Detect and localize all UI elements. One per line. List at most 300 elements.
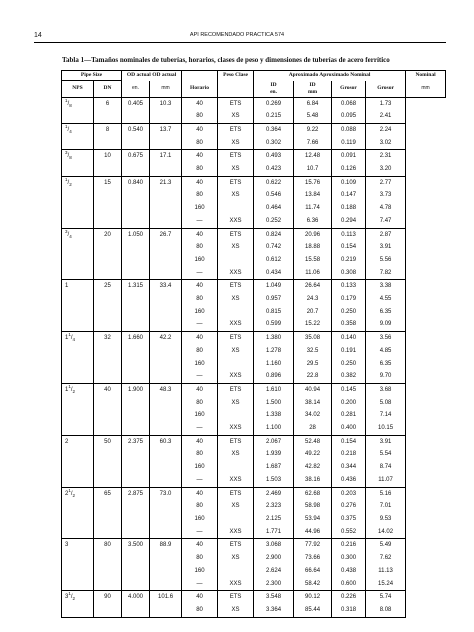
wall-in-header: Grosor	[332, 81, 366, 98]
schedule-cell: 40	[182, 97, 218, 110]
id-mm-cell: 49.22	[294, 448, 332, 461]
od-in-cell: 4.000	[122, 591, 150, 604]
nps-cell	[62, 345, 94, 358]
od-in-cell	[122, 215, 150, 228]
id-in-cell: 2.469	[254, 487, 294, 500]
id-in-cell: 2.300	[254, 578, 294, 591]
table-row	[62, 189, 446, 202]
id-in-cell: 0.815	[254, 306, 294, 319]
nps-cell	[62, 189, 94, 202]
od-in-cell	[122, 318, 150, 331]
weight-class-cell	[218, 254, 254, 267]
od-mm-cell: 21.3	[150, 176, 182, 189]
dn-cell: 80	[94, 539, 122, 552]
schedule-cell: 40	[182, 435, 218, 448]
id-in-cell: 2.125	[254, 513, 294, 526]
id-mm-cell: 58.42	[294, 578, 332, 591]
dn-cell	[94, 474, 122, 487]
table-row	[62, 383, 446, 396]
wall-mm-cell: 7.47	[366, 215, 406, 228]
wall-in-cell: 0.344	[332, 461, 366, 474]
schedule-cell: —	[182, 474, 218, 487]
wall-mm-cell: 3.91	[366, 435, 406, 448]
schedule-cell: 40	[182, 487, 218, 500]
nps-cell	[62, 552, 94, 565]
od-header: OD actual OD actual	[122, 71, 182, 81]
od-mm-cell	[150, 189, 182, 202]
dn-cell	[94, 513, 122, 526]
wall-in-cell: 0.436	[332, 474, 366, 487]
table-row	[62, 397, 446, 410]
id-in-cell: 0.364	[254, 123, 294, 136]
wall-in-cell: 0.191	[332, 345, 366, 358]
wall-mm-cell: 7.01	[366, 500, 406, 513]
id-mm-cell: 34.02	[294, 409, 332, 422]
table-row	[62, 215, 446, 228]
id-in-cell: 1.939	[254, 448, 294, 461]
weight-class-cell: ETS	[218, 383, 254, 396]
id-in-header: ID en.	[254, 81, 294, 98]
id-mm-cell: 38.16	[294, 474, 332, 487]
dn-cell	[94, 565, 122, 578]
nps-cell	[62, 565, 94, 578]
id-in-cell: 0.612	[254, 254, 294, 267]
od-mm-cell	[150, 163, 182, 176]
od-in-cell: 1.900	[122, 383, 150, 396]
od-mm-cell: 73.0	[150, 487, 182, 500]
od-in-cell	[122, 448, 150, 461]
od-in-cell: 2.875	[122, 487, 150, 500]
schedule-cell: —	[182, 422, 218, 435]
dn-cell	[94, 526, 122, 539]
schedule-cell: 80	[182, 137, 218, 150]
id-mm-cell: 9.22	[294, 123, 332, 136]
wall-mm-header-label: Grosor	[366, 81, 406, 98]
wall-in-cell: 0.133	[332, 280, 366, 293]
weight-class-cell: ETS	[218, 539, 254, 552]
od-mm-cell: 101.6	[150, 591, 182, 604]
wall-mm-cell: 4.85	[366, 345, 406, 358]
od-in-cell	[122, 604, 150, 617]
wall-mm-cell: 8.74	[366, 461, 406, 474]
wall-mm-cell: 7.62	[366, 552, 406, 565]
table-row	[62, 604, 446, 617]
id-mm-cell: 15.76	[294, 176, 332, 189]
schedule-cell: 40	[182, 332, 218, 345]
nps-cell	[62, 448, 94, 461]
id-mm-cell: 18.88	[294, 241, 332, 254]
od-mm-cell	[150, 461, 182, 474]
table-row	[62, 409, 446, 422]
od-mm-cell	[150, 137, 182, 150]
horario-label: Horario	[182, 81, 218, 98]
horario-header	[182, 71, 218, 81]
peso-clase-header: Peso Clase	[218, 71, 254, 81]
dn-header: DN	[94, 81, 122, 98]
nps-cell	[62, 370, 94, 383]
wall-in-cell: 0.358	[332, 318, 366, 331]
wall-in-cell: 0.147	[332, 189, 366, 202]
od-mm-cell: 60.3	[150, 435, 182, 448]
nps-cell: $^3/_4$	[62, 228, 94, 241]
schedule-cell: —	[182, 526, 218, 539]
nps-cell	[62, 202, 94, 215]
wall-in-cell: 0.188	[332, 202, 366, 215]
wall-mm-cell: 3.91	[366, 241, 406, 254]
schedule-cell: 40	[182, 280, 218, 293]
dn-cell	[94, 110, 122, 123]
weight-class-cell: ETS	[218, 97, 254, 110]
wall-mm-cell: 3.38	[366, 280, 406, 293]
dn-cell	[94, 461, 122, 474]
weight-class-cell	[218, 461, 254, 474]
weight-class-cell: ETS	[218, 123, 254, 136]
weight-class-cell	[218, 306, 254, 319]
weight-class-cell: XS	[218, 604, 254, 617]
table-row	[62, 293, 446, 306]
nps-cell	[62, 526, 94, 539]
od-mm-header: mm	[150, 81, 182, 98]
id-mm-cell: 15.22	[294, 318, 332, 331]
wall-mm-cell: 10.15	[366, 422, 406, 435]
weight-class-cell: XS	[218, 110, 254, 123]
weight-class-cell: XS	[218, 163, 254, 176]
id-in-cell: 1.610	[254, 383, 294, 396]
od-in-cell	[122, 306, 150, 319]
wall-mm-cell: 5.08	[366, 397, 406, 410]
weight-class-cell: XS	[218, 448, 254, 461]
wall-mm-cell: 7.14	[366, 409, 406, 422]
schedule-cell: 160	[182, 513, 218, 526]
wall-mm-cell: 7.82	[366, 267, 406, 280]
id-in-cell: 2.624	[254, 565, 294, 578]
od-in-cell	[122, 202, 150, 215]
od-mm-cell	[150, 267, 182, 280]
od-in-cell: 0.840	[122, 176, 150, 189]
wall-mm-cell: 6.35	[366, 306, 406, 319]
id-mm-cell: 20.96	[294, 228, 332, 241]
wall-mm-cell: 3.20	[366, 163, 406, 176]
schedule-cell: 80	[182, 189, 218, 202]
nps-cell: $2^1/_2$	[62, 487, 94, 500]
wall-in-cell: 0.126	[332, 163, 366, 176]
wall-in-cell: 0.375	[332, 513, 366, 526]
dn-cell	[94, 448, 122, 461]
schedule-cell: 80	[182, 345, 218, 358]
id-in-cell: 1.500	[254, 397, 294, 410]
id-in-cell: 2.900	[254, 552, 294, 565]
weight-class-cell: XS	[218, 293, 254, 306]
nps-cell	[62, 474, 94, 487]
id-mm-cell: 10.7	[294, 163, 332, 176]
od-in-cell: 1.660	[122, 332, 150, 345]
od-in-cell: 1.050	[122, 228, 150, 241]
id-in-cell: 0.896	[254, 370, 294, 383]
nps-cell	[62, 318, 94, 331]
table-row	[62, 306, 446, 319]
table-header	[62, 71, 446, 98]
od-in-cell	[122, 163, 150, 176]
id-mm-cell: 53.94	[294, 513, 332, 526]
schedule-cell: —	[182, 578, 218, 591]
nominal-header: Nominal	[406, 71, 446, 81]
schedule-cell: —	[182, 318, 218, 331]
table-row	[62, 487, 446, 500]
table-row	[62, 435, 446, 448]
id-in-cell: 0.824	[254, 228, 294, 241]
schedule-cell: 80	[182, 552, 218, 565]
nps-cell	[62, 137, 94, 150]
nps-cell: $3^1/_2$	[62, 591, 94, 604]
weight-class-cell: XXS	[218, 474, 254, 487]
dn-cell	[94, 137, 122, 150]
od-mm-cell	[150, 370, 182, 383]
wall-mm-cell: 5.49	[366, 539, 406, 552]
dn-cell	[94, 370, 122, 383]
wall-mm-cell: 4.78	[366, 202, 406, 215]
dn-cell	[94, 189, 122, 202]
dn-cell	[94, 241, 122, 254]
weight-class-cell	[218, 513, 254, 526]
id-mm-cell: 52.48	[294, 435, 332, 448]
dn-cell: 32	[94, 332, 122, 345]
table-row	[62, 526, 446, 539]
schedule-cell: —	[182, 370, 218, 383]
dn-cell	[94, 267, 122, 280]
pipe-dimensions-table	[61, 70, 446, 618]
schedule-cell: 80	[182, 293, 218, 306]
id-mm-cell: 15.58	[294, 254, 332, 267]
table-title: Tabla 1—Tamaños nominales de tuberías, horarios, clases de peso y dimensiones de tuberías de acero ferrítico	[62, 56, 390, 64]
wall-mm-cell: 2.87	[366, 228, 406, 241]
weight-class-cell: ETS	[218, 228, 254, 241]
dn-cell: 25	[94, 280, 122, 293]
od-in-cell	[122, 267, 150, 280]
nps-cell	[62, 513, 94, 526]
wall-in-cell: 0.200	[332, 397, 366, 410]
od-mm-cell: 26.7	[150, 228, 182, 241]
od-in-cell	[122, 345, 150, 358]
schedule-cell: 40	[182, 383, 218, 396]
schedule-cell: 80	[182, 604, 218, 617]
dn-cell	[94, 163, 122, 176]
od-in-cell	[122, 500, 150, 513]
od-in-cell	[122, 578, 150, 591]
od-in-cell	[122, 565, 150, 578]
nps-header: NPS	[62, 81, 94, 98]
nps-cell	[62, 306, 94, 319]
wall-mm-cell: 9.70	[366, 370, 406, 383]
table-row	[62, 202, 446, 215]
id-in-cell: 1.380	[254, 332, 294, 345]
nps-cell: $1^1/_4$	[62, 332, 94, 345]
wall-in-cell: 0.145	[332, 383, 366, 396]
weight-class-cell: XS	[218, 137, 254, 150]
od-mm-cell	[150, 552, 182, 565]
od-in-cell	[122, 461, 150, 474]
id-in-cell: 3.548	[254, 591, 294, 604]
od-mm-cell	[150, 358, 182, 371]
dn-cell	[94, 345, 122, 358]
table-row	[62, 513, 446, 526]
approx-header: Aproximado Aproximado Nominal	[254, 71, 406, 81]
wall-in-cell: 0.438	[332, 565, 366, 578]
od-in-cell	[122, 370, 150, 383]
od-mm-cell	[150, 578, 182, 591]
id-mm-cell: 77.92	[294, 539, 332, 552]
id-mm-cell: 5.48	[294, 110, 332, 123]
id-in-cell: 0.464	[254, 202, 294, 215]
id-in-cell: 1.771	[254, 526, 294, 539]
table-row	[62, 241, 446, 254]
wall-in-cell: 0.318	[332, 604, 366, 617]
nps-cell	[62, 604, 94, 617]
schedule-cell: 40	[182, 123, 218, 136]
dn-cell	[94, 552, 122, 565]
wall-mm-cell: 3.68	[366, 383, 406, 396]
id-in-cell: 1.338	[254, 409, 294, 422]
id-mm-cell: 26.64	[294, 280, 332, 293]
id-mm-cell: 6.84	[294, 97, 332, 110]
table-row	[62, 267, 446, 280]
schedule-cell: 160	[182, 306, 218, 319]
wall-mm-cell: 5.54	[366, 448, 406, 461]
od-mm-cell	[150, 565, 182, 578]
table-row	[62, 448, 446, 461]
table-row	[62, 552, 446, 565]
wall-in-cell: 0.154	[332, 435, 366, 448]
od-in-cell: 3.500	[122, 539, 150, 552]
od-mm-cell: 33.4	[150, 280, 182, 293]
wall-in-cell: 0.300	[332, 552, 366, 565]
weight-class-cell: ETS	[218, 332, 254, 345]
dn-cell: 40	[94, 383, 122, 396]
wall-in-cell: 0.068	[332, 97, 366, 110]
id-mm-cell: 42.82	[294, 461, 332, 474]
od-in-cell	[122, 513, 150, 526]
id-in-cell: 1.503	[254, 474, 294, 487]
od-mm-cell: 13.7	[150, 123, 182, 136]
od-mm-cell	[150, 604, 182, 617]
od-mm-cell	[150, 254, 182, 267]
nps-cell	[62, 293, 94, 306]
dn-cell	[94, 202, 122, 215]
dn-cell	[94, 306, 122, 319]
id-mm-cell: 62.68	[294, 487, 332, 500]
dn-cell	[94, 254, 122, 267]
weight-class-cell: XS	[218, 189, 254, 202]
nps-cell: 1	[62, 280, 94, 293]
od-mm-cell	[150, 345, 182, 358]
id-in-cell: 0.423	[254, 163, 294, 176]
id-mm-cell: 40.94	[294, 383, 332, 396]
schedule-cell: 160	[182, 565, 218, 578]
table-row	[62, 137, 446, 150]
wall-mm-cell: 1.73	[366, 97, 406, 110]
wall-mm-header: mm	[406, 81, 446, 98]
wall-mm-cell: 11.07	[366, 474, 406, 487]
id-in-cell: 2.323	[254, 500, 294, 513]
od-mm-cell: 88.9	[150, 539, 182, 552]
schedule-cell: 160	[182, 409, 218, 422]
od-in-cell	[122, 189, 150, 202]
weight-class-cell: XXS	[218, 578, 254, 591]
schedule-cell: 40	[182, 539, 218, 552]
od-in-cell: 2.375	[122, 435, 150, 448]
od-in-cell: 0.405	[122, 97, 150, 110]
weight-class-cell: XXS	[218, 267, 254, 280]
od-in-cell	[122, 254, 150, 267]
od-mm-cell	[150, 306, 182, 319]
weight-class-cell: ETS	[218, 280, 254, 293]
table-row	[62, 332, 446, 345]
wall-mm-cell: 3.56	[366, 332, 406, 345]
id-mm-cell: 44.96	[294, 526, 332, 539]
table-body	[62, 97, 446, 617]
schedule-cell: 80	[182, 110, 218, 123]
od-mm-cell	[150, 422, 182, 435]
dn-cell: 65	[94, 487, 122, 500]
od-mm-cell	[150, 293, 182, 306]
wall-in-cell: 0.382	[332, 370, 366, 383]
od-in-header: en.	[122, 81, 150, 98]
id-mm-cell: 38.14	[294, 397, 332, 410]
wall-in-cell: 0.552	[332, 526, 366, 539]
schedule-cell: 160	[182, 461, 218, 474]
od-in-cell	[122, 552, 150, 565]
weight-class-cell	[218, 358, 254, 371]
id-in-cell: 0.434	[254, 267, 294, 280]
od-in-cell	[122, 526, 150, 539]
wall-in-cell: 0.218	[332, 448, 366, 461]
id-in-cell: 1.049	[254, 280, 294, 293]
dn-cell: 6	[94, 97, 122, 110]
wall-in-cell: 0.203	[332, 487, 366, 500]
table-row	[62, 474, 446, 487]
weight-class-cell: ETS	[218, 487, 254, 500]
wall-in-cell: 0.179	[332, 293, 366, 306]
header-rule	[34, 42, 446, 43]
id-in-cell: 3.068	[254, 539, 294, 552]
id-mm-cell: 85.44	[294, 604, 332, 617]
id-mm-cell: 22.8	[294, 370, 332, 383]
peso-clase-spacer	[218, 81, 254, 98]
nps-cell	[62, 500, 94, 513]
schedule-cell: 80	[182, 448, 218, 461]
od-mm-cell	[150, 513, 182, 526]
id-mm-cell: 24.3	[294, 293, 332, 306]
wall-in-cell: 0.219	[332, 254, 366, 267]
od-in-cell	[122, 293, 150, 306]
wall-mm-cell: 9.09	[366, 318, 406, 331]
wall-in-cell: 0.095	[332, 110, 366, 123]
od-mm-cell: 42.2	[150, 332, 182, 345]
nps-cell	[62, 215, 94, 228]
weight-class-cell: XS	[218, 397, 254, 410]
id-in-cell: 1.278	[254, 345, 294, 358]
nps-cell: 2	[62, 435, 94, 448]
table-row	[62, 461, 446, 474]
dn-cell	[94, 422, 122, 435]
dn-cell: 20	[94, 228, 122, 241]
wall-mm-cell: 2.41	[366, 110, 406, 123]
wall-mm-cell: 2.24	[366, 123, 406, 136]
table-row	[62, 254, 446, 267]
schedule-cell: 160	[182, 358, 218, 371]
wall-mm-cell: 14.02	[366, 526, 406, 539]
dn-cell: 15	[94, 176, 122, 189]
id-in-cell: 0.269	[254, 97, 294, 110]
